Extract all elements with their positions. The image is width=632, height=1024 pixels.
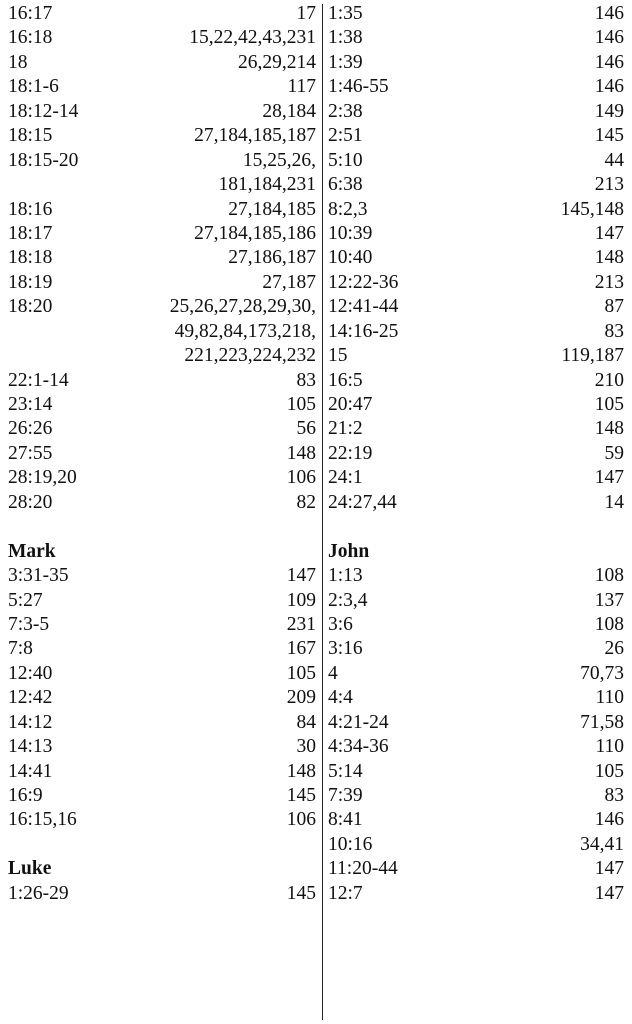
page-numbers: 148 [594,418,624,440]
page-numbers: 145 [286,785,316,806]
index-entry [328,417,624,441]
scripture-reference: 12:40 [8,662,53,684]
left-column [8,2,316,906]
scripture-reference: 16:17 [8,3,53,24]
index-entry [328,173,624,197]
page-numbers: 209 [286,687,316,709]
index-entry [328,711,624,735]
index-entry [8,369,316,393]
mark-entries [8,564,316,833]
luke-heading: Luke [8,858,52,880]
scripture-reference: 22:1-14 [8,369,69,391]
page-numbers: 167 [286,638,316,660]
scripture-reference: 18:19 [8,271,53,293]
matthew-entries [8,2,316,515]
page-numbers: 149 [594,100,624,122]
scripture-reference: 15 [328,345,348,367]
index-entry [328,882,624,906]
scripture-reference: 1:26-29 [8,882,69,904]
page-numbers: 27,187 [262,271,316,293]
index-entry [8,149,316,173]
scripture-reference: 18 [8,51,28,73]
index-entry [328,589,624,613]
column-divider [322,4,323,1020]
page-numbers: 145 [286,882,316,904]
page-numbers: 109 [286,589,316,611]
index-entry [328,662,624,686]
index-entry [328,491,624,515]
page-numbers: 106 [286,467,316,489]
scripture-reference: 14:12 [8,711,53,733]
index-entry [8,124,316,148]
page-numbers: 27,184,185,186 [194,222,316,244]
index-entry [328,51,624,75]
scripture-reference: 24:1 [328,467,363,489]
scripture-reference: 18:1-6 [8,76,59,98]
index-entry [8,393,316,417]
scripture-reference: 14:16-25 [328,320,399,342]
scripture-reference: 1:13 [328,565,363,587]
index-entry [8,222,316,246]
scripture-reference: 2:51 [328,125,363,147]
scripture-reference: 10:39 [328,222,373,244]
scripture-reference: 7:39 [328,785,363,806]
page-numbers: 83 [604,320,624,342]
scripture-reference: 12:7 [328,882,363,904]
scripture-reference: 1:46-55 [328,76,389,98]
page-numbers: 106 [286,809,316,831]
index-entry [328,198,624,222]
scripture-reference: 5:27 [8,589,43,611]
index-entry [8,75,316,99]
index-entry [8,100,316,124]
page-numbers: 84 [296,711,316,733]
index-entry [328,100,624,124]
page-numbers: 110 [595,687,624,709]
index-entry [328,564,624,588]
page-numbers: 221,223,224,232 [184,345,316,367]
scripture-reference: 16:5 [328,369,363,391]
page-numbers: 59 [604,442,624,464]
page-numbers: 34,41 [580,833,624,855]
scripture-reference: 2:38 [328,100,363,122]
index-entry [8,784,316,808]
page-numbers: 146 [594,51,624,73]
scripture-reference: 18:15 [8,125,53,147]
scripture-reference: 12:22-36 [328,271,399,293]
scripture-reference: 6:38 [328,174,363,196]
index-entry [8,491,316,515]
scripture-reference: 18:18 [8,247,53,269]
scripture-reference: 20:47 [328,394,373,415]
page-numbers: 87 [604,296,624,318]
page-numbers: 110 [595,736,624,758]
index-entry [8,613,316,637]
page-numbers: 27,186,187 [228,247,316,269]
page-numbers: 15,25,26, [242,149,316,171]
index-entry [8,246,316,270]
page-numbers: 83 [296,369,316,391]
page-numbers: 108 [594,613,624,635]
page-numbers: 137 [594,589,624,611]
page-numbers: 145,148 [560,198,624,220]
page-numbers: 148 [286,442,316,464]
scripture-reference: 14:13 [8,736,53,758]
index-entry [328,735,624,759]
page-numbers: 49,82,84,173,218, [174,320,316,342]
index-entry [328,222,624,246]
index-entry [328,760,624,784]
page-numbers: 146 [594,809,624,831]
index-entry [328,246,624,270]
index-entry [8,686,316,710]
scripture-reference: 27:55 [8,442,53,464]
index-entry [8,417,316,441]
scripture-reference: 26:26 [8,418,53,440]
page-numbers: 146 [594,3,624,24]
scripture-reference: 18:17 [8,222,53,244]
scripture-reference: 12:42 [8,687,53,709]
index-entry [328,124,624,148]
index-entry [8,26,316,50]
scripture-reference: 5:14 [328,760,363,782]
page-numbers: 105 [286,662,316,684]
scripture-reference: 7:8 [8,638,33,660]
john-entries [328,564,624,906]
page-numbers: 213 [594,271,624,293]
index-entry [8,51,316,75]
index-entry [8,344,316,368]
page-numbers: 17 [296,3,316,24]
index-entry [328,149,624,173]
scripture-reference: 10:40 [328,247,373,269]
page-numbers: 147 [594,467,624,489]
page-numbers: 145 [594,125,624,147]
scripture-reference: 4:21-24 [328,711,389,733]
section-gap [8,515,316,539]
index-entry [8,589,316,613]
page-numbers: 210 [594,369,624,391]
index-entry [8,808,316,832]
scripture-reference: 4:34-36 [328,736,389,758]
scripture-reference: 28:20 [8,491,53,513]
index-entry [8,198,316,222]
index-entry [328,344,624,368]
luke-continued-entries [328,2,624,515]
page-numbers: 25,26,27,28,29,30, [169,296,316,318]
page-numbers: 105 [594,394,624,415]
index-entry [8,882,316,906]
scripture-reference: 10:16 [328,833,373,855]
scripture-reference: 23:14 [8,394,53,415]
page-numbers: 119,187 [561,345,624,367]
page-numbers: 213 [594,174,624,196]
scripture-reference: 28:19,20 [8,467,77,489]
scripture-reference: 11:20-44 [328,858,398,880]
luke-entries [8,882,316,906]
index-entry [328,466,624,490]
index-entry [328,857,624,881]
index-entry [8,735,316,759]
page-numbers: 181,184,231 [218,174,316,196]
page-numbers: 14 [604,491,624,513]
index-entry [8,637,316,661]
scripture-reference: 18:20 [8,296,53,318]
index-entry [328,320,624,344]
index-entry [328,637,624,661]
index-entry [8,760,316,784]
index-entry [8,271,316,295]
index-entry [8,564,316,588]
page-numbers: 30 [296,736,316,758]
index-entry [8,711,316,735]
scripture-reference: 24:27,44 [328,491,397,513]
scripture-reference: 3:6 [328,613,353,635]
page-numbers: 105 [286,394,316,415]
page-numbers: 83 [604,785,624,806]
mark-heading: Mark [8,540,56,562]
scripture-reference: 18:15-20 [8,149,79,171]
page-numbers: 148 [286,760,316,782]
john-heading: John [328,540,370,562]
page-numbers: 146 [594,76,624,98]
index-entry [328,833,624,857]
index-entry [8,2,316,26]
index-entry [328,613,624,637]
page-numbers: 117 [287,76,316,98]
section-gap [328,515,624,539]
page-numbers: 70,73 [580,662,624,684]
index-entry [8,662,316,686]
scripture-reference: 7:3-5 [8,613,50,635]
index-entry [8,320,316,344]
page-numbers: 231 [286,613,316,635]
page-numbers: 71,58 [580,711,624,733]
section-gap [8,833,316,857]
page-numbers: 15,22,42,43,231 [189,27,316,49]
index-entry [328,369,624,393]
scripture-reference: 4:4 [328,687,353,709]
index-entry [328,784,624,808]
page-numbers: 108 [594,565,624,587]
scripture-reference: 12:41-44 [328,296,399,318]
index-entry [8,173,316,197]
scripture-reference: 14:41 [8,760,53,782]
scripture-reference: 16:9 [8,785,43,806]
index-entry [328,26,624,50]
scripture-reference: 16:18 [8,27,53,49]
scripture-reference: 4 [328,662,338,684]
scripture-reference: 18:12-14 [8,100,79,122]
index-entry [8,466,316,490]
page-numbers: 28,184 [262,100,316,122]
index-entry [328,2,624,26]
page-numbers: 56 [296,418,316,440]
page-numbers: 26,29,214 [238,51,316,73]
scripture-reference: 3:16 [328,638,363,660]
scripture-reference: 22:19 [328,442,373,464]
page-numbers: 147 [594,222,624,244]
scripture-reference: 1:35 [328,3,363,24]
index-entry [8,442,316,466]
scripture-reference: 2:3,4 [328,589,368,611]
scripture-reference: 21:2 [328,418,363,440]
index-entry [8,295,316,319]
index-entry [328,75,624,99]
page-numbers: 147 [594,882,624,904]
index-entry [328,271,624,295]
index-entry [328,808,624,832]
scripture-reference: 1:39 [328,51,363,73]
page-numbers: 82 [296,491,316,513]
index-entry [328,686,624,710]
index-entry [328,393,624,417]
page-numbers: 147 [286,565,316,587]
right-column [328,2,624,906]
page-numbers: 146 [594,27,624,49]
page-numbers: 105 [594,760,624,782]
scripture-reference: 3:31-35 [8,565,69,587]
index-entry [328,442,624,466]
scripture-reference: 8:41 [328,809,363,831]
page-numbers: 147 [594,858,624,880]
scripture-reference: 18:16 [8,198,53,220]
scripture-reference: 16:15,16 [8,809,77,831]
scripture-reference: 8:2,3 [328,198,368,220]
page-numbers: 27,184,185 [228,198,316,220]
index-entry [328,295,624,319]
scripture-reference: 5:10 [328,149,363,171]
scripture-reference: 1:38 [328,27,363,49]
page-numbers: 148 [594,247,624,269]
page-numbers: 26 [604,638,624,660]
page-numbers: 44 [604,149,624,171]
page-numbers: 27,184,185,187 [194,125,316,147]
